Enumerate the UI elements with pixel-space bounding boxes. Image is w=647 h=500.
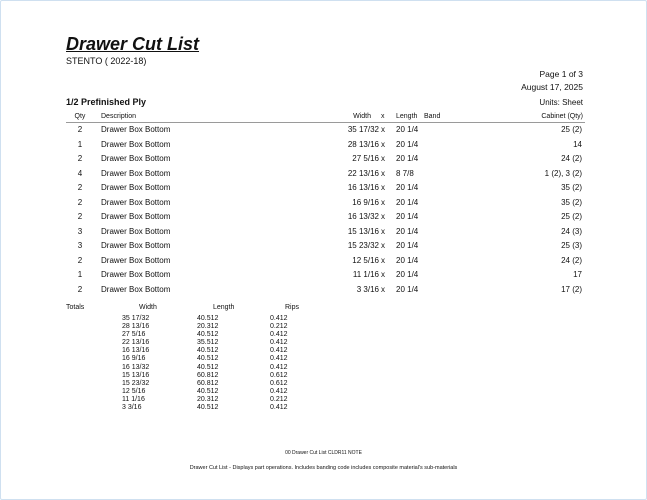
row-x: x: [381, 226, 385, 236]
row-width: 11 1/16: [352, 270, 379, 279]
row-x: x: [381, 255, 385, 265]
totals-rips-column: [270, 315, 288, 412]
row-description: Drawer Box Bottom: [101, 168, 171, 178]
totals-length: 20.312: [197, 395, 219, 403]
material-section-title: 1/2 Prefinished Ply: [66, 97, 147, 107]
row-description: Drawer Box Bottom: [101, 125, 171, 134]
totals-rips: 0.612: [270, 371, 288, 379]
row-x: x: [381, 168, 385, 178]
totals-width: 27 5/16: [122, 331, 146, 339]
totals-width-header: Width: [139, 304, 157, 311]
row-cabinet: 25 (2): [561, 125, 582, 134]
totals-length: 40.512: [197, 347, 219, 355]
header-x: x: [381, 113, 385, 120]
totals-rips: 0.412: [270, 339, 288, 347]
row-description: Drawer Box Bottom: [101, 226, 171, 236]
totals-width: 12 5/16: [122, 387, 146, 395]
totals-width: 16 13/16: [122, 347, 150, 355]
totals-length: 60.812: [197, 371, 219, 379]
row-cabinet: 17 (2): [561, 284, 582, 294]
row-length: 20 1/4: [396, 139, 419, 149]
row-cabinet: 25 (3): [561, 241, 582, 250]
totals-rips: 0.412: [270, 347, 288, 355]
totals-length: 40.512: [197, 331, 219, 339]
table-row: [66, 167, 585, 182]
row-qty: 2: [77, 154, 83, 163]
row-cabinet: 24 (2): [561, 154, 582, 163]
table-row: [66, 283, 585, 298]
row-qty: 1: [77, 270, 83, 279]
totals-width: 28 13/16: [122, 323, 150, 331]
row-length: 20 1/4: [396, 183, 419, 192]
row-qty: 2: [77, 183, 83, 192]
totals-length: 60.812: [197, 379, 219, 387]
row-width: 16 13/16: [347, 183, 379, 192]
row-x: x: [381, 284, 385, 294]
table-row: [66, 254, 585, 269]
row-length: 8 7/8: [396, 168, 414, 178]
row-description: Drawer Box Bottom: [101, 212, 171, 221]
row-description: Drawer Box Bottom: [101, 284, 171, 294]
row-length: 20 1/4: [396, 154, 419, 163]
row-qty: 2: [77, 197, 83, 207]
totals-rips-header: Rips: [285, 304, 300, 311]
row-description: Drawer Box Bottom: [101, 154, 171, 163]
row-length: 20 1/4: [396, 284, 419, 294]
row-length: 20 1/4: [396, 125, 419, 134]
row-length: 20 1/4: [396, 197, 419, 207]
totals-width: 16 13/32: [122, 363, 150, 371]
row-description: Drawer Box Bottom: [101, 255, 171, 265]
row-width: 3 3/16: [356, 284, 379, 294]
totals-width: 16 9/16: [122, 355, 146, 363]
totals-width: 22 13/16: [122, 339, 150, 347]
page-number: Page 1 of 3: [539, 69, 583, 79]
table-row: [66, 268, 585, 283]
totals-length: 40.512: [197, 404, 219, 412]
totals-rips: 0.212: [270, 395, 288, 403]
row-width: 15 23/32: [347, 241, 379, 250]
totals-width: 15 23/32: [122, 379, 150, 387]
row-qty: 3: [77, 241, 83, 250]
report-date: August 17, 2025: [521, 82, 583, 92]
row-x: x: [381, 212, 385, 221]
row-cabinet: 35 (2): [561, 183, 582, 192]
totals-length: 35.512: [197, 339, 219, 347]
row-qty: 3: [77, 226, 83, 236]
row-description: Drawer Box Bottom: [101, 139, 171, 149]
footer-description: Drawer Cut List - Displays part operations. Includes banding code includes composite material's sub-materials: [189, 465, 458, 471]
totals-rips: 0.412: [270, 363, 288, 371]
row-width: 16 13/32: [347, 212, 379, 221]
totals-width-column: [122, 315, 149, 412]
row-qty: 1: [77, 139, 83, 149]
totals-length: 40.512: [197, 387, 219, 395]
totals-rips: 0.412: [270, 331, 288, 339]
row-x: x: [381, 154, 385, 163]
row-x: x: [381, 197, 385, 207]
row-qty: 2: [77, 125, 83, 134]
row-cabinet: 1 (2), 3 (2): [544, 168, 582, 178]
row-description: Drawer Box Bottom: [101, 270, 171, 279]
row-length: 20 1/4: [396, 241, 419, 250]
table-row: [66, 225, 585, 240]
footer-note: 00 Drawer Cut List CLDR11 NOTE: [285, 450, 362, 456]
row-cabinet: 17: [573, 270, 582, 279]
row-width: 15 13/16: [347, 226, 379, 236]
header-band: Band: [424, 113, 441, 120]
row-x: x: [381, 139, 385, 149]
row-width: 22 13/16: [347, 168, 379, 178]
totals-length: 40.512: [197, 315, 219, 322]
totals-rips: 0.412: [270, 404, 288, 412]
table-row: [66, 239, 585, 254]
table-row: [66, 181, 585, 196]
row-cabinet: 24 (2): [561, 255, 582, 265]
header-qty: Qty: [74, 113, 86, 120]
row-width: 28 13/16: [347, 139, 379, 149]
table-row: [66, 152, 585, 167]
row-qty: 2: [77, 284, 83, 294]
row-cabinet: 14: [573, 139, 582, 149]
header-width: Width: [353, 113, 371, 120]
table-row: [66, 196, 585, 211]
totals-length: 40.512: [197, 363, 219, 371]
row-x: x: [381, 270, 385, 279]
totals-rips: 0.412: [270, 355, 288, 363]
totals-rips: 0.212: [270, 323, 288, 331]
totals-rips: 0.412: [270, 315, 288, 322]
header-description: Description: [101, 113, 137, 120]
row-cabinet: 25 (2): [561, 212, 582, 221]
row-width: 27 5/16: [352, 154, 379, 163]
row-width: 12 5/16: [352, 255, 379, 265]
row-qty: 2: [77, 255, 83, 265]
row-cabinet: 24 (3): [561, 226, 582, 236]
row-length: 20 1/4: [396, 226, 419, 236]
table-row: [66, 210, 585, 225]
table-row: [66, 123, 585, 138]
row-qty: 2: [77, 212, 83, 221]
totals-width: 35 17/32: [122, 315, 150, 322]
totals-rips: 0.412: [270, 387, 288, 395]
header-length: Length: [396, 113, 418, 120]
row-length: 20 1/4: [396, 212, 419, 221]
totals-length: 40.512: [197, 355, 219, 363]
row-x: x: [381, 125, 385, 134]
units-label: Units: Sheet: [539, 98, 583, 107]
row-length: 20 1/4: [396, 270, 419, 279]
row-cabinet: 35 (2): [561, 197, 582, 207]
totals-width: 15 13/16: [122, 371, 150, 379]
header-cabinet: Cabinet (Qty): [541, 113, 583, 120]
totals-length: 20.312: [197, 323, 219, 331]
row-length: 20 1/4: [396, 255, 419, 265]
totals-width: 3 3/16: [122, 404, 142, 412]
report-title: Drawer Cut List: [66, 34, 200, 54]
row-width: 35 17/32: [347, 125, 379, 134]
totals-label: Totals: [66, 304, 85, 311]
row-description: Drawer Box Bottom: [101, 197, 171, 207]
totals-length-header: Length: [213, 304, 235, 311]
totals-rips: 0.612: [270, 379, 288, 387]
row-x: x: [381, 183, 385, 192]
row-qty: 4: [77, 168, 83, 178]
row-description: Drawer Box Bottom: [101, 241, 171, 250]
totals-width: 11 1/16: [122, 395, 145, 403]
job-name: STENTO ( 2022-18): [66, 56, 147, 66]
row-x: x: [381, 241, 385, 250]
table-row: [66, 138, 585, 153]
row-width: 16 9/16: [352, 197, 379, 207]
totals-length-column: [197, 315, 218, 412]
row-description: Drawer Box Bottom: [101, 183, 171, 192]
